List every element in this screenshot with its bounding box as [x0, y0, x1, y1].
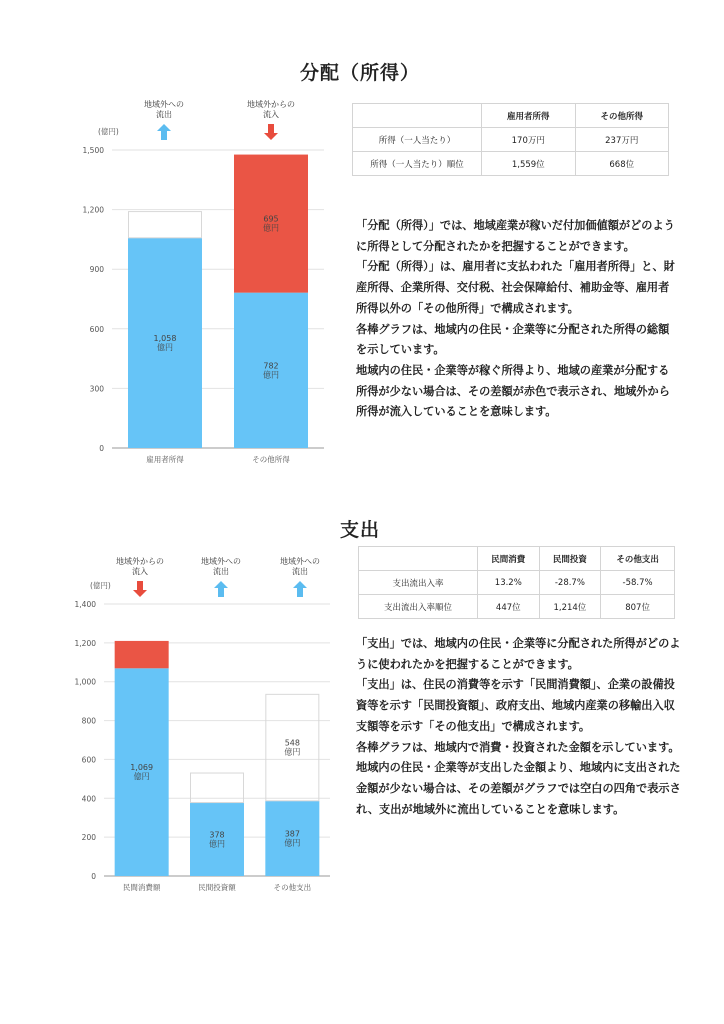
flow-label-text: 地域外からの 流入: [247, 100, 295, 119]
table-header-cell: [359, 547, 478, 571]
description-paragraph: 「分配（所得）」は、雇用者に支払われた「雇用者所得」と、財産所得、企業所得、交付税、社会保障給付、補助金等、雇用者所得以外の「その他所得」で構成されます。: [356, 260, 675, 315]
table-header-cell: その他所得: [575, 104, 669, 128]
table-cell: 237万円: [575, 128, 669, 152]
description-paragraph: 地域内の住民・企業等が支出した金額より、地域内に支出された金額が少ない場合は、その差額がグラフでは空白の四角で表示され、支出が地域外に流出していることを意味します。: [356, 761, 681, 816]
x-tick-label: その他所得: [252, 455, 290, 464]
table-cell: -58.7%: [601, 571, 675, 595]
bar-outflow: [129, 212, 202, 238]
table-cell: 13.2%: [478, 571, 540, 595]
y-tick-label: 800: [81, 716, 96, 726]
table-cell: 所得（一人当たり）順位: [353, 152, 482, 176]
table-cell: 668位: [575, 152, 669, 176]
table-row: [353, 152, 669, 176]
table-cell: 1,559位: [482, 152, 576, 176]
flow-label-text: 地域外への 流出: [144, 100, 184, 119]
x-tick-label: 民間消費額: [122, 883, 161, 892]
bar-base-label: 1,058 億円: [153, 333, 177, 352]
y-tick-label: 1,400: [74, 600, 96, 609]
table-header-cell: [353, 104, 482, 128]
description-paragraph: 各棒グラフは、地域内で消費・投資された金額を示しています。: [356, 740, 680, 754]
x-tick-label: 雇用者所得: [146, 455, 184, 464]
table-cell: 807位: [601, 595, 675, 619]
expenditure-bar-chart: [60, 580, 340, 900]
table-header-cell: その他支出: [601, 547, 675, 571]
bar-inflow-label: 695 億円: [263, 214, 279, 233]
bar-base-label: 387 億円: [284, 829, 301, 848]
y-tick-label: 400: [81, 794, 96, 804]
y-tick-label: 0: [99, 444, 104, 453]
table-cell: -28.7%: [539, 571, 601, 595]
x-tick-label: その他支出: [273, 883, 312, 892]
y-tick-label: 1,200: [82, 205, 104, 215]
table-header-cell: 雇用者所得: [482, 104, 576, 128]
bar-outflow-label: 548 億円: [284, 738, 301, 757]
table-header-cell: 民間消費: [478, 547, 540, 571]
description-paragraph: 「支出」では、地域内の住民・企業等に分配された所得がどのように使われたかを把握することができます。: [356, 637, 681, 671]
section1-title: 分配（所得）: [299, 62, 420, 84]
bar-base-label: 378 億円: [209, 830, 225, 849]
y-tick-label: 600: [89, 324, 104, 334]
table-row: [353, 128, 669, 152]
table-row: [359, 571, 675, 595]
table-cell: 所得（一人当たり）: [353, 128, 482, 152]
x-tick-label: 民間投資額: [198, 883, 236, 892]
flow-label-text: 地域外への 流出: [280, 557, 320, 576]
table-header-cell: 民間投資: [539, 547, 601, 571]
description-paragraph: 地域内の住民・企業等が稼ぐ所得より、地域の産業が分配する所得が少ない場合は、その差額が赤色で表示され、地域外から所得が流入していることを意味します。: [356, 363, 670, 419]
y-tick-label: 900: [89, 265, 104, 275]
y-tick-label: 1,000: [74, 677, 96, 687]
y-tick-label: 200: [81, 833, 96, 843]
table-cell: 1,214位: [539, 595, 601, 619]
bar-base-label: 1,069 億円: [130, 763, 154, 782]
flow-label-text: 地域外からの 流入: [116, 557, 164, 576]
y-tick-label: 0: [91, 872, 96, 881]
bar-base-label: 782 億円: [263, 361, 279, 380]
flow-label-text: 地域外への 流出: [201, 557, 241, 576]
y-tick-label: 1,200: [74, 638, 96, 648]
table-cell: 支出流出入率順位: [359, 595, 478, 619]
y-tick-label: 600: [81, 755, 96, 765]
table-cell: 支出流出入率: [359, 571, 478, 595]
table-row: [359, 595, 675, 619]
table-header-row: [359, 547, 675, 571]
section2-description: [356, 634, 682, 820]
expenditure-table: [358, 546, 675, 619]
distribution-bar-chart: [70, 124, 340, 474]
description-paragraph: 「支出」は、住民の消費等を示す「民間消費額」、企業の設備投資等を示す「民間投資額」、政府支出、地域内産業の移輸出入収支額等を示す「その他支出」で構成されます。: [356, 678, 675, 733]
income-table: [352, 103, 669, 176]
description-paragraph: 各棒グラフは、地域内の住民・企業等に分配された所得の総額を示しています。: [356, 322, 670, 357]
section1-description: [356, 216, 678, 423]
section2-title: 支出: [339, 519, 380, 541]
bar-inflow: [115, 641, 169, 668]
y-tick-label: 1,500: [82, 146, 104, 155]
y-axis-label: (億円): [98, 127, 119, 136]
table-cell: 170万円: [482, 128, 576, 152]
y-tick-label: 300: [89, 384, 104, 394]
description-paragraph: 「分配（所得）」では、地域産業が稼いだ付加価値額がどのように所得として分配されたかを把握することができます。: [356, 219, 675, 253]
y-axis-label: (億円): [90, 581, 111, 590]
table-header-row: [353, 104, 669, 128]
table-cell: 447位: [478, 595, 540, 619]
